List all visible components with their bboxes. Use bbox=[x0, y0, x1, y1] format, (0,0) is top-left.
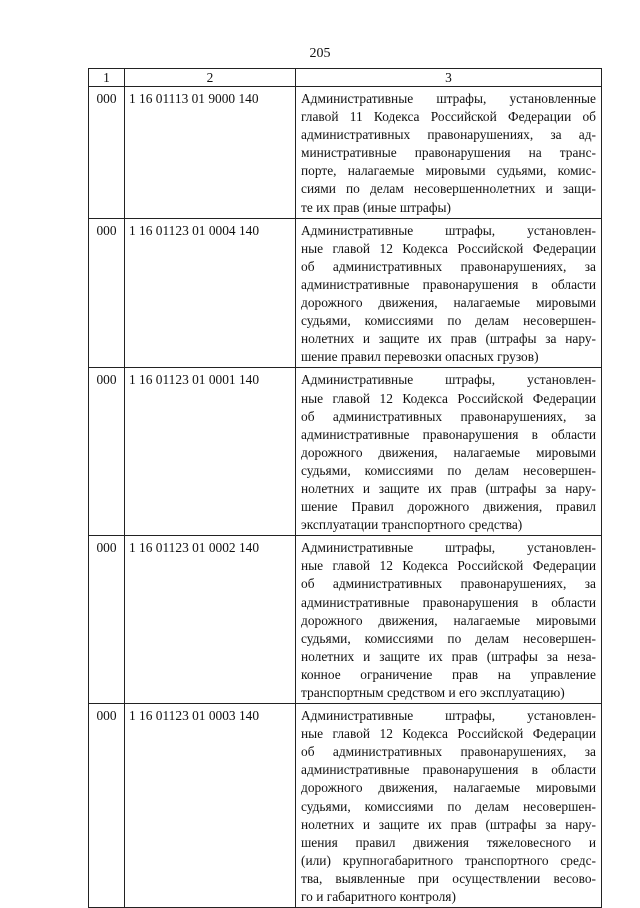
description-line: ные главой 12 Кодекса Российской Федерации bbox=[301, 390, 596, 406]
budget-code-cell: 1 16 01113 01 9000 140 bbox=[125, 87, 296, 219]
column-header-1: 1 bbox=[89, 69, 125, 87]
description-line: шение Правил дорожного движения, правил bbox=[301, 499, 596, 515]
budget-classification-table bbox=[88, 68, 602, 908]
description-line: эксплуатации транспортного средства) bbox=[301, 517, 523, 533]
description-line: дорожного движения, налагаемые мировыми bbox=[301, 444, 596, 460]
description-line: те их прав (иные штрафы) bbox=[301, 199, 452, 215]
description-line: тва, выявленные при осуществлении весово- bbox=[301, 870, 596, 886]
table-row bbox=[89, 87, 602, 219]
description-line: ные главой 12 Кодекса Российской Федерации bbox=[301, 558, 596, 574]
description-cell bbox=[296, 87, 602, 219]
description-line: го и габаритного контроля) bbox=[301, 889, 456, 905]
description-line: сиями по делам несовершеннолетних и защи- bbox=[301, 181, 596, 197]
description-line: министративные правонарушения на транс- bbox=[301, 145, 596, 161]
description-line: Административные штрафы, установлен- bbox=[301, 222, 596, 238]
description-line: ные главой 12 Кодекса Российской Федерации bbox=[301, 726, 596, 742]
description-line: об административных правонарушениях, за bbox=[301, 576, 596, 592]
budget-code-cell: 1 16 01123 01 0004 140 bbox=[125, 218, 296, 368]
column-header-3: 3 bbox=[296, 69, 602, 87]
table-row bbox=[89, 704, 602, 908]
table-row bbox=[89, 368, 602, 536]
description-line: административные правонарушения в области bbox=[301, 426, 596, 442]
description-line: административные правонарушения в области bbox=[301, 762, 596, 778]
column-header-2: 2 bbox=[125, 69, 296, 87]
description-line: Административные штрафы, установлен- bbox=[301, 540, 596, 556]
description-line: нолетних и защите их прав (штрафы за нару- bbox=[301, 480, 596, 496]
page-number: 205 bbox=[309, 46, 331, 61]
description-line: Административные штрафы, установлен- bbox=[301, 372, 596, 388]
description-line: нолетних и защите их прав (штрафы за нару- bbox=[301, 816, 596, 832]
admin-code-cell: 000 bbox=[89, 218, 125, 368]
description-line: административные правонарушения в области bbox=[301, 594, 596, 610]
description-line: об административных правонарушениях, за bbox=[301, 744, 596, 760]
description-line: (или) крупногабаритного транспортного средс- bbox=[301, 852, 596, 868]
description-line: дорожного движения, налагаемые мировыми bbox=[301, 612, 596, 628]
admin-code-cell: 000 bbox=[89, 536, 125, 704]
admin-code-cell: 000 bbox=[89, 368, 125, 536]
table-row bbox=[89, 218, 602, 368]
description-cell bbox=[296, 704, 602, 908]
description-cell bbox=[296, 368, 602, 536]
description-cell bbox=[296, 536, 602, 704]
description-line: нолетних и защите их прав (штрафы за нару- bbox=[301, 331, 596, 347]
description-line: шения правил движения тяжеловесного и bbox=[301, 834, 596, 850]
budget-code-cell: 1 16 01123 01 0002 140 bbox=[125, 536, 296, 704]
description-line: об административных правонарушениях, за bbox=[301, 258, 596, 274]
description-line: Административные штрафы, установленные bbox=[301, 91, 596, 106]
admin-code-cell: 000 bbox=[89, 704, 125, 908]
description-line: дорожного движения, налагаемые мировыми bbox=[301, 295, 596, 311]
description-line: ные главой 12 Кодекса Российской Федерации bbox=[301, 240, 596, 256]
admin-code-cell: 000 bbox=[89, 87, 125, 219]
budget-code-cell: 1 16 01123 01 0003 140 bbox=[125, 704, 296, 908]
description-line: судьями, комиссиями по делам несовершен- bbox=[301, 313, 596, 329]
description-line: административные правонарушения в области bbox=[301, 276, 596, 292]
description-line: нолетних и защите их прав (штрафы за неза- bbox=[301, 648, 596, 664]
description-line: административных правонарушениях, за ад- bbox=[301, 127, 596, 143]
table-row bbox=[89, 536, 602, 704]
description-line: судьями, комиссиями по делам несовершен- bbox=[301, 798, 596, 814]
budget-code-cell: 1 16 01123 01 0001 140 bbox=[125, 368, 296, 536]
table-header-row bbox=[89, 69, 602, 87]
description-line: транспортным средством и его эксплуатацию) bbox=[301, 685, 565, 700]
description-line: Административные штрафы, установлен- bbox=[301, 708, 596, 724]
description-line: главой 11 Кодекса Российской Федерации об bbox=[301, 109, 596, 125]
description-line: об административных правонарушениях, за bbox=[301, 408, 596, 424]
description-cell bbox=[296, 218, 602, 368]
description-line: шение правил перевозки опасных грузов) bbox=[301, 349, 539, 365]
description-line: судьями, комиссиями по делам несовершен- bbox=[301, 462, 596, 478]
description-line: судьями, комиссиями по делам несовершен- bbox=[301, 630, 596, 646]
description-line: конное ограничение прав на управление bbox=[301, 666, 596, 682]
description-line: порте, налагаемые мировыми судьями, комис- bbox=[301, 163, 596, 179]
description-line: дорожного движения, налагаемые мировыми bbox=[301, 780, 596, 796]
